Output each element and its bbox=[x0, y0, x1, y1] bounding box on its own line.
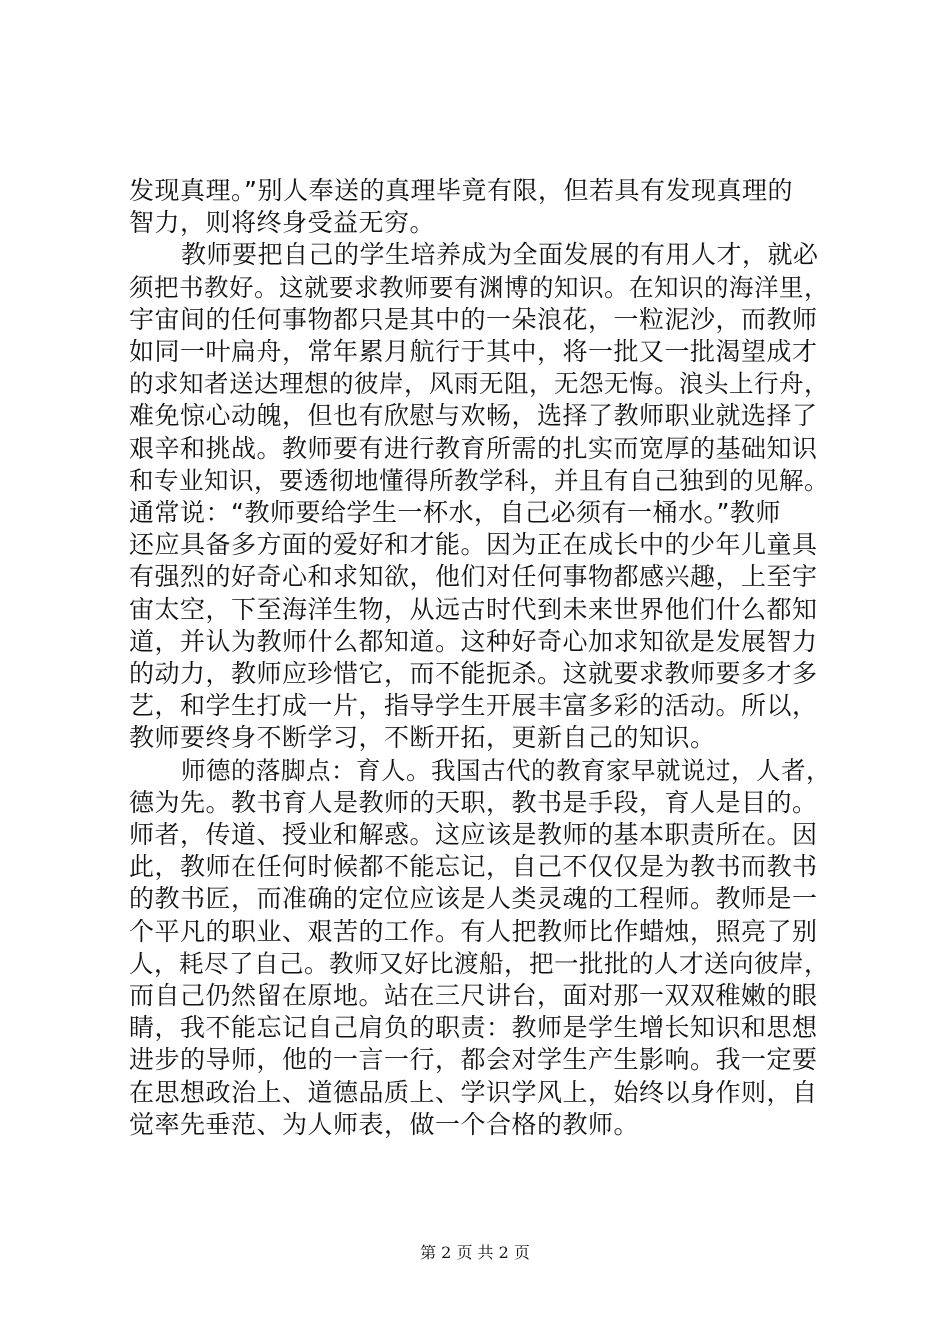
text-line: 和专业知识，要透彻地懂得所教学科，并且有自己独到的见解。 bbox=[129, 465, 829, 495]
text-line: 的动力，教师应珍惜它，而不能扼杀。这就要求教师要多才多 bbox=[129, 659, 818, 689]
text-line: 师德的落脚点：育人。我国古代的教育家早就说过，人者， bbox=[181, 755, 831, 785]
text-line: 睛，我不能忘记自己肩负的职责：教师是学生增长知识和思想 bbox=[129, 1013, 818, 1043]
text-line: 德为先。教书育人是教师的天职，教书是手段，育人是目的。 bbox=[129, 787, 818, 817]
text-line: 人，耗尽了自己。教师又好比渡船，把一批批的人才送向彼岸， bbox=[129, 948, 829, 978]
text-line: 难免惊心动魄，但也有欣慰与欢畅，选择了教师职业就选择了 bbox=[129, 401, 818, 431]
text-line: 的求知者送达理想的彼岸，风雨无阻，无怨无悔。浪头上行舟， bbox=[129, 369, 829, 399]
text-line: 觉率先垂范、为人师表，做一个合格的教师。 bbox=[129, 1109, 640, 1139]
text-line: 在思想政治上、道德品质上、学识学风上，始终以身作则，自 bbox=[129, 1077, 818, 1107]
text-line: 而自己仍然留在原地。站在三尺讲台，面对那一双双稚嫩的眼 bbox=[129, 981, 818, 1011]
text-line: 教师要把自己的学生培养成为全面发展的有用人才，就必 bbox=[181, 240, 819, 270]
text-line: 还应具备多方面的爱好和才能。因为正在成长中的少年儿童具 bbox=[129, 530, 818, 560]
text-line: 道，并认为教师什么都知道。这种好奇心加求知欲是发展智力 bbox=[129, 626, 818, 656]
text-line: 发现真理。”别人奉送的真理毕竟有限，但若具有发现真理的 bbox=[129, 176, 793, 205]
text-line: 艺，和学生打成一片，指导学生开展丰富多彩的活动。所以， bbox=[129, 691, 818, 721]
text-line: 此，教师在任何时候都不能忘记，自己不仅仅是为教书而教书 bbox=[129, 852, 818, 882]
text-line: 宇宙间的任何事物都只是其中的一朵浪花，一粒泥沙，而教师 bbox=[129, 304, 818, 334]
text-line: 宙太空，下至海洋生物，从远古时代到未来世界他们什么都知 bbox=[129, 594, 818, 624]
text-line: 有强烈的好奇心和求知欲，他们对任何事物都感兴趣，上至宇 bbox=[129, 562, 818, 592]
text-line: 个平凡的职业、艰苦的工作。有人把教师比作蜡烛，照亮了别 bbox=[129, 916, 818, 946]
body-text bbox=[129, 175, 837, 1141]
text-line: 的教书匠，而准确的定位应该是人类灵魂的工程师。教师是一 bbox=[129, 884, 818, 914]
text-line: 师者，传道、授业和解惑。这应该是教师的基本职责所在。因 bbox=[129, 820, 818, 850]
text-line: 通常说：“教师要给学生一杯水，自己必须有一桶水。”教师 bbox=[129, 498, 781, 528]
text-line: 智力，则将终身受益无穷。 bbox=[129, 208, 436, 238]
page-footer: 第 2 页 共 2 页 bbox=[420, 1243, 530, 1262]
text-line: 须把书教好。这就要求教师要有渊博的知识。在知识的海洋里， bbox=[129, 272, 829, 302]
text-line: 艰辛和挑战。教师要有进行教育所需的扎实而宽厚的基础知识 bbox=[129, 433, 818, 463]
text-line: 进步的导师，他的一言一行，都会对学生产生影响。我一定要 bbox=[129, 1045, 818, 1075]
text-line: 如同一叶扁舟，常年累月航行于其中，将一批又一批渴望成才 bbox=[129, 337, 818, 367]
text-line: 教师要终身不断学习，不断开拓，更新自己的知识。 bbox=[129, 723, 716, 753]
